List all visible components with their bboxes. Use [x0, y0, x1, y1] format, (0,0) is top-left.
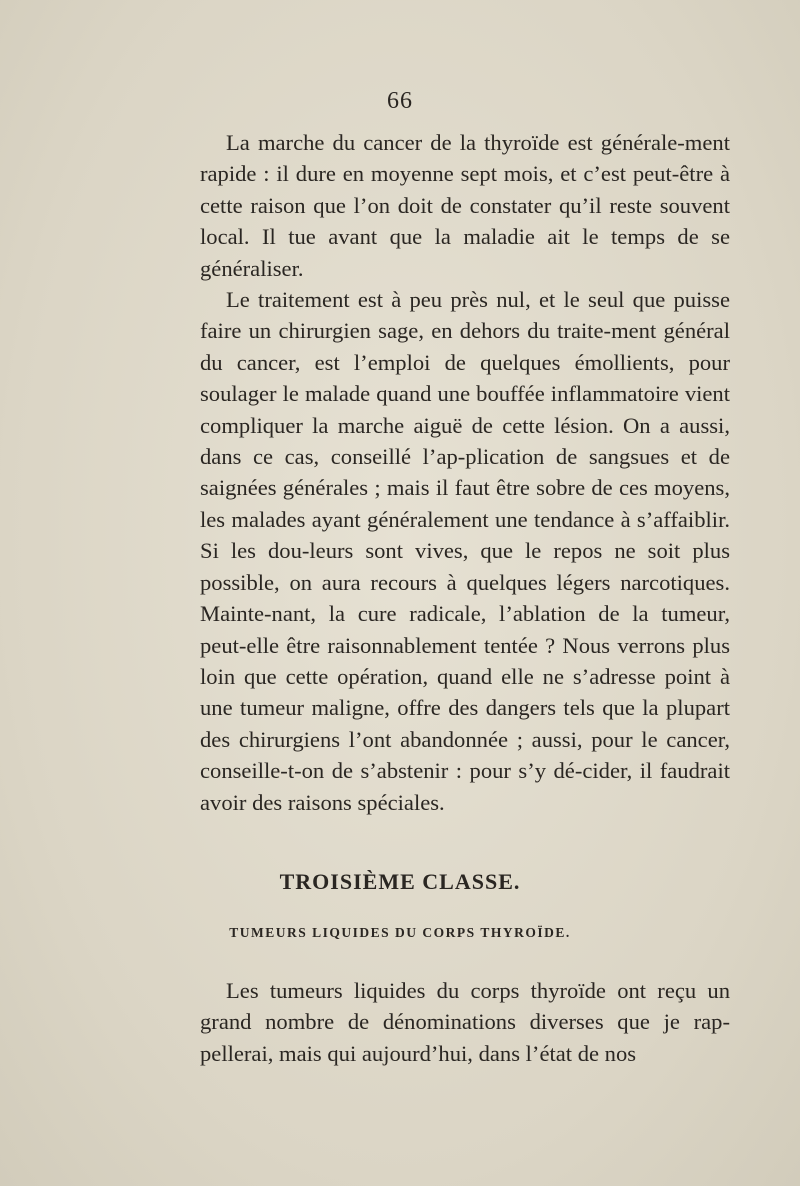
paragraph: Le traitement est à peu près nul, et le seul que puisse faire un chirurgien sage, en dehors du traite-ment général du cancer, est l’emploi de quelques émollients, pour soulager le malade quand une bouffée inflammatoire vient compliquer la marche aiguë de cette lésion. On a aussi, dans ce cas, conseillé l’ap-plication de sangsues et de saignées générales ; mais il faut être sobre de ces moyens, les malades ayant généralement une tendance à s’affaiblir. Si les dou-leurs sont vives, que le repos ne soit plus possible, on aura recours à quelques légers narcotiques. Mainte-nant, la cure radicale, l’ablation de la tumeur, peut-elle être raisonnablement tentée ? Nous verrons plus loin que cette opération, quand elle ne s’adresse point à une tumeur maligne, offre des dangers tels que la plupart des chirurgiens l’ont abandonnée ; aussi, pour le cancer, conseille-t-on de s’abstenir : pour s’y dé-cider, il faudrait avoir des raisons spéciales. [200, 287, 730, 815]
section-subtitle: TUMEURS LIQUIDES DU CORPS THYROÏDE. [229, 925, 571, 940]
body-text-top [200, 127, 730, 818]
paragraph: La marche du cancer de la thyroïde est générale-ment rapide : il dure en moyenne sept mois, et c’est peut-être à cette raison que l’on doit de constater qu’il reste souvent local. Il tue avant que la maladie ait le temps de se généraliser. [200, 130, 730, 281]
body-text-bottom [200, 975, 730, 1069]
paragraph: Les tumeurs liquides du corps thyroïde ont reçu un grand nombre de dénominations diverses que je rap-pellerai, mais qui aujourd’hui, dans l’état de nos [200, 978, 730, 1066]
page-number: 66 [387, 88, 413, 114]
section-title: TROISIÈME CLASSE. [279, 869, 521, 894]
